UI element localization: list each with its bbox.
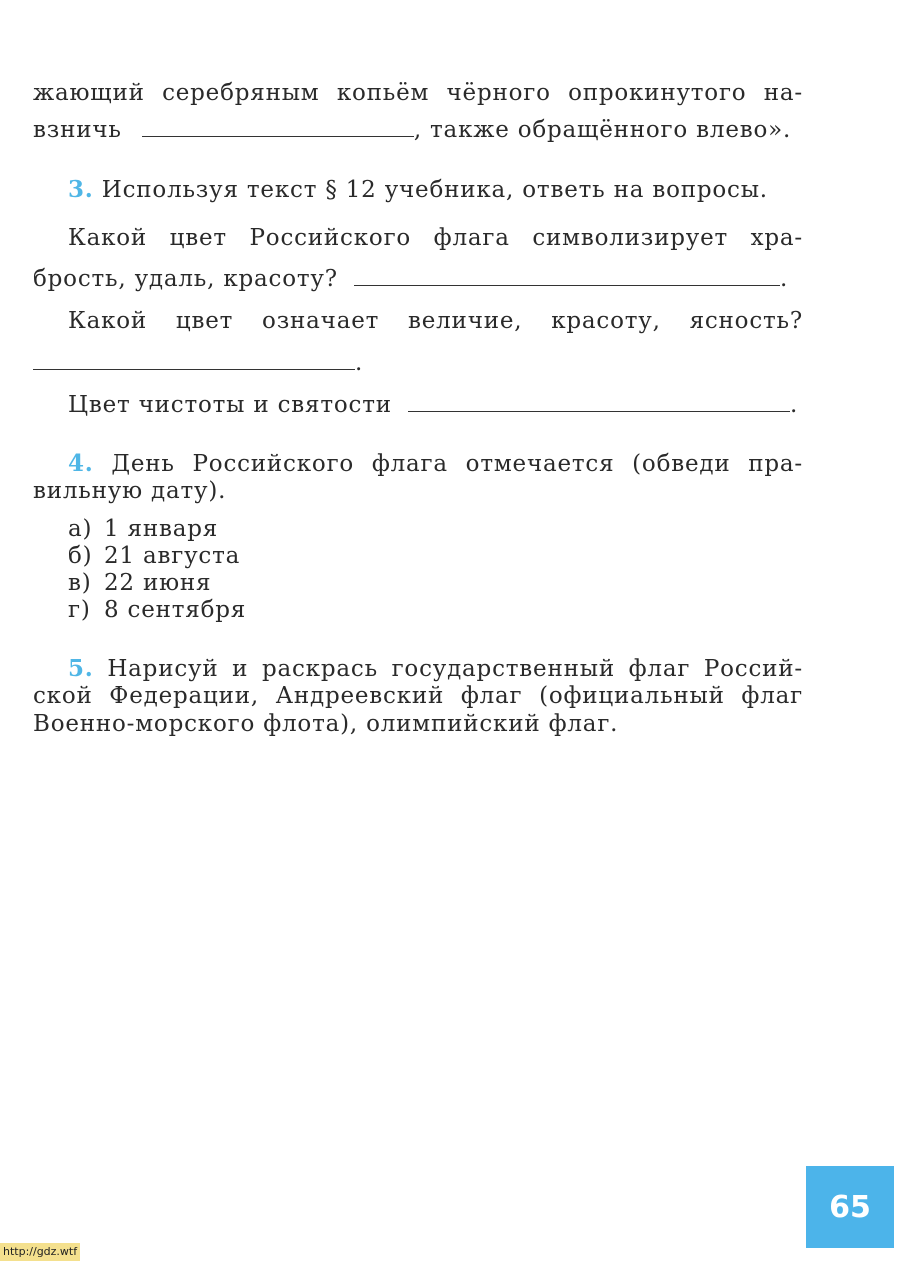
task4-number: 4. xyxy=(68,450,94,477)
task3-q2-line1: Какой цвет означает величие, красоту, ясность? xyxy=(68,308,803,334)
task3-q3 xyxy=(68,392,798,418)
intro-line-2-end: , также обращённого влево». xyxy=(413,117,792,143)
task3-title xyxy=(68,176,768,203)
option-text: 1 января xyxy=(104,516,219,542)
option-letter: в) xyxy=(68,570,92,596)
task5-line1 xyxy=(68,655,803,682)
task5-line3: Военно-морского флота), олимпийский флаг. xyxy=(33,711,619,737)
task4-line1-text: День Российского флага отмечается (обведи пра- xyxy=(111,451,803,477)
answer-blank-intro[interactable] xyxy=(142,118,414,137)
task3-q3-text: Цвет чистоты и святости xyxy=(68,392,392,418)
watermark-link[interactable]: http://gdz.wtf xyxy=(0,1243,80,1261)
answer-blank-q1[interactable] xyxy=(354,267,780,286)
task5-number: 5. xyxy=(68,655,94,682)
option-letter: б) xyxy=(68,543,93,569)
task5-line1-text: Нарисуй и раскрась государственный флаг Россий- xyxy=(107,656,803,682)
answer-blank-q3[interactable] xyxy=(408,393,790,412)
task3-q1-line2 xyxy=(33,266,788,292)
task3-q2-line2 xyxy=(33,350,363,376)
task5-line2: ской Федерации, Андреевский флаг (официальный флаг xyxy=(33,683,803,709)
task3-title-text: Используя текст § 12 учебника, ответь на вопросы. xyxy=(101,177,768,203)
task3-q1-line1: Какой цвет Российского флага символизирует хра- xyxy=(68,225,803,251)
option-text: 21 августа xyxy=(104,543,241,569)
task4-line2: вильную дату). xyxy=(33,478,227,504)
task4-option[interactable] xyxy=(68,516,218,542)
intro-line-2 xyxy=(33,117,791,143)
task4-line1 xyxy=(68,450,803,477)
intro-line-2-start: взничь xyxy=(33,117,122,143)
option-text: 22 июня xyxy=(104,570,212,596)
page-number: 65 xyxy=(806,1166,894,1248)
option-text: 8 сентября xyxy=(104,597,247,623)
task3-q2-period: . xyxy=(355,350,364,376)
task4-option[interactable] xyxy=(68,597,246,623)
intro-line-1: жающий серебряным копьём чёрного опрокинутого на- xyxy=(33,80,803,106)
option-letter: г) xyxy=(68,597,91,623)
task3-q1-period: . xyxy=(779,266,789,292)
answer-blank-q2[interactable] xyxy=(33,351,355,370)
task3-q1-text: брость, удаль, красоту? xyxy=(33,266,338,292)
option-letter: а) xyxy=(68,516,93,542)
task4-option[interactable] xyxy=(68,570,211,596)
task3-number: 3. xyxy=(68,176,94,203)
task4-option[interactable] xyxy=(68,543,240,569)
task3-q3-period: . xyxy=(790,392,799,418)
